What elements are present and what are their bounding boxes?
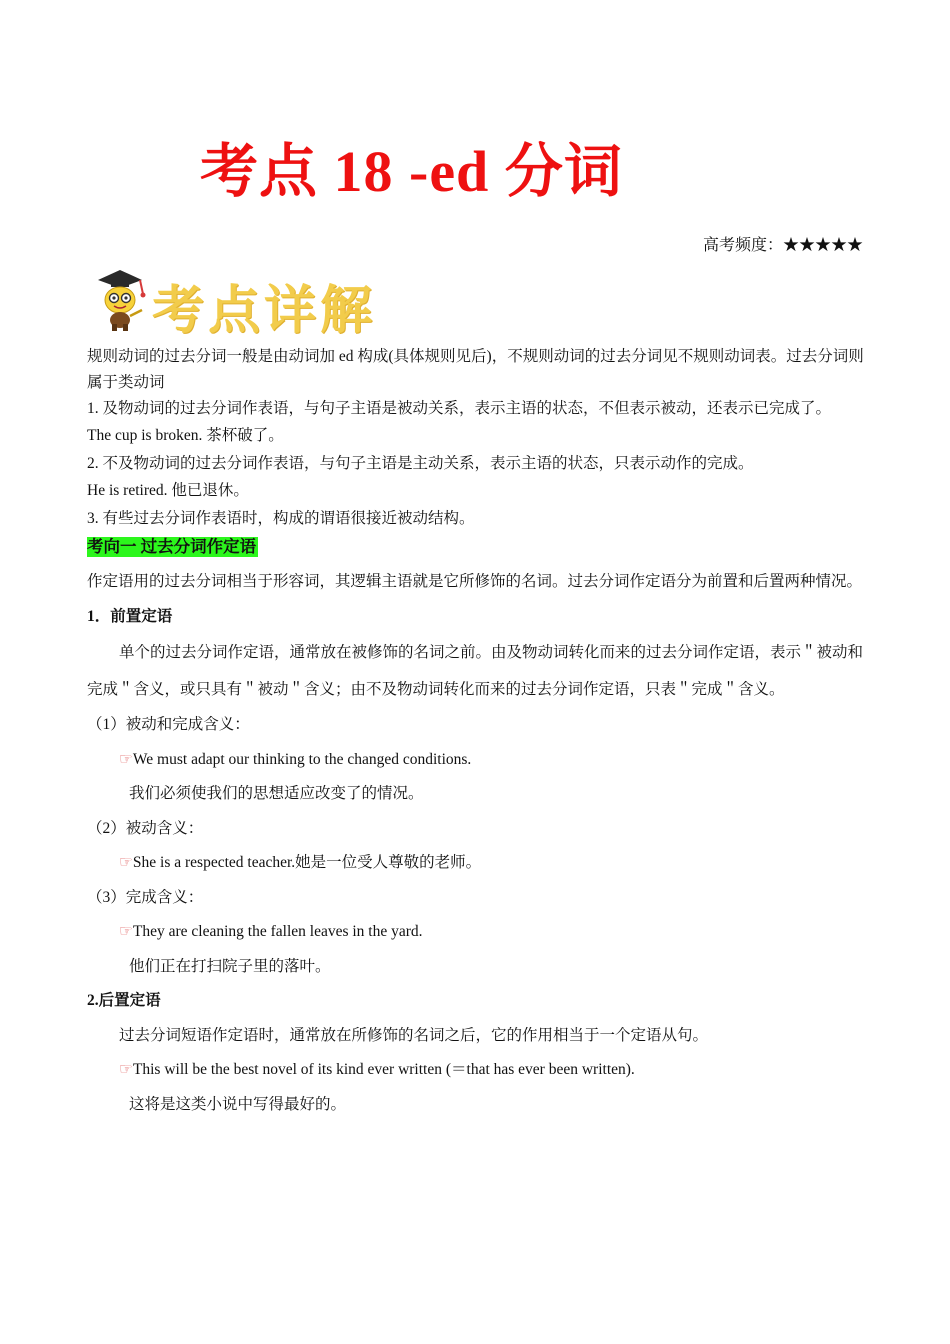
example-sentence (87, 846, 865, 881)
usage-label: （3）完成含义： (87, 888, 204, 906)
banner-title: 考点详解 (152, 280, 377, 341)
document-body (87, 344, 865, 1122)
pointing-hand-icon: ☞ (119, 750, 133, 768)
frequency-label: 高考频度： (702, 237, 783, 254)
intro-example: He is retired. 他已退休。 (87, 482, 249, 499)
example-translation: 我们必须使我们的思想适应改变了的情况。 (129, 785, 424, 802)
example-sentence (87, 1053, 865, 1088)
exam-frequency (703, 232, 863, 255)
usage-label: （1）被动和完成含义： (87, 716, 250, 733)
pointing-hand-icon: ☞ (119, 923, 133, 940)
example-translation: 他们正在打扫院子里的落叶。 (129, 957, 331, 975)
pointing-hand-icon: ☞ (119, 854, 133, 871)
intro-paragraph: 1. 及物动词的过去分词作表语，与句子主语是被动关系，表示主语的状态，不但表示被动，还表示已完成了。 (87, 400, 832, 417)
example-text: They are cleaning the fallen leaves in the yard. (132, 923, 423, 940)
intro-paragraph: 2. 不及物动词的过去分词作表语，与句子主语是主动关系，表示主语的状态，只表示动作的完成。 (87, 454, 754, 472)
graduate-mascot-icon (90, 266, 152, 332)
frequency-stars: ★★★★★ (782, 237, 863, 254)
pre-attributive-heading: 1．前置定语 (87, 608, 173, 625)
intro-paragraph: 3. 有些过去分词作表语时，构成的谓语很接近被动结构。 (87, 509, 475, 527)
example-sentence (87, 743, 865, 778)
example-text: She is a respected teacher.她是一位受人尊敬的老师。 (132, 854, 482, 871)
example-text: This will be the best novel of its kind ever written (＝that has ever been written). (132, 1061, 635, 1078)
section-banner (90, 266, 390, 341)
post-attributive-heading: 2.后置定语 (87, 992, 161, 1009)
section-heading-wrap (87, 532, 865, 563)
intro-paragraph: 规则动词的过去分词一般是由动词加 ed 构成(具体规则见后)，不规则动词的过去分词见不规则动词表。过去分词则属于类动词 (87, 348, 864, 391)
page-title: 考点 18 -ed 分词 (200, 139, 623, 204)
example-text: We must adapt our thinking to the changed conditions. (132, 750, 472, 768)
pointing-hand-icon: ☞ (119, 1061, 133, 1078)
pre-attributive-description: 单个的过去分词作定语，通常放在被修饰的名词之前。由及物动词转化而来的过去分词作定语，表示＂被动和完成＂含义，或只具有＂被动＂含义；由不及物动词转化而来的过去分词作定语，只表＂完成＂含义。 (87, 644, 864, 698)
example-translation: 这将是这类小说中写得最好的。 (129, 1095, 347, 1113)
section-heading: 考向一 过去分词作定语 (87, 537, 257, 556)
usage-label: （2）被动含义： (87, 819, 204, 837)
intro-example: The cup is broken. 茶杯破了。 (87, 427, 284, 444)
section-description: 作定语用的过去分词相当于形容词，其逻辑主语就是它所修饰的名词。过去分词作定语分为前置和后置两种情况。 (87, 573, 863, 590)
example-sentence (87, 915, 865, 950)
post-attributive-description: 过去分词短语作定语时，通常放在所修饰的名词之后，它的作用相当于一个定语从句。 (119, 1026, 709, 1044)
